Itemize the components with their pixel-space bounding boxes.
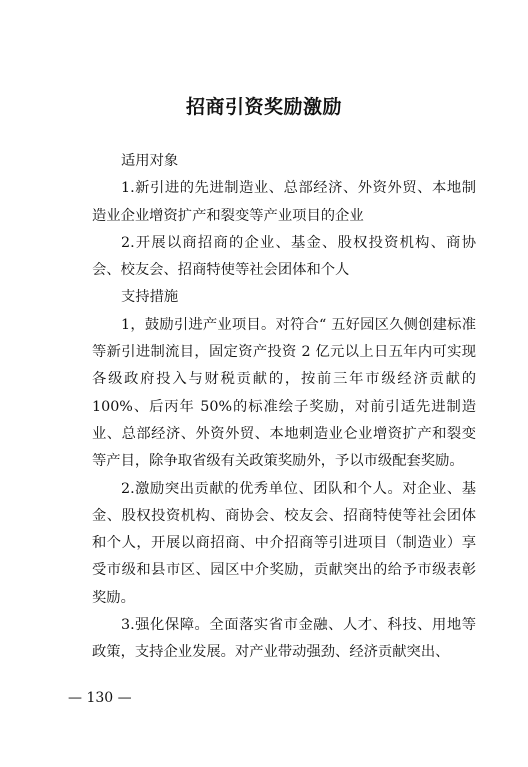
page-title: 招商引资奖励激励 [185, 96, 342, 118]
paragraph: 2.激励突出贡献的优秀单位、团队和个人。对企业、基金、股权投资机构、商协会、校友会、招商特使等社会团体和个人，开展以商招商、中介招商等引进项目（制造业）享受市级和县市区、园区中介奖励，贡献突出的给予市级表彰奖励。 [92, 480, 476, 606]
page-number: — 130 — [68, 690, 132, 706]
paragraph: 1，鼓励引进产业项目。对符合“ 五好园区久侧创建标准等新引进制流目，固定资产投资 2 亿元以上日五年内可实现各级政府投入与财税贡献的，按前三年市级经济贡献的 100%、后丙年 50%的标准绘子奖励，对前引适先进制造业、总部经济、外资外贸、本地刺造业仑业增资扩产和裂变等产目，除争取省级有关政策奖励外，予以市级配套奖励。 [92, 316, 476, 470]
section-heading-applicable: 适用对象 [121, 153, 179, 169]
section-heading-measures: 支持措施 [121, 289, 179, 306]
paragraph: 1.新引进的先进制造业、总部经济、外资外贸、本地制造业企业增资扩产和裂变等产业项目的企业 [92, 180, 476, 224]
paragraph: 3.强化保障。全面落实省市金融、人才、科技、用地等政策，支持企业发展。对产业带动强劲、经济贡献突出、 [92, 617, 476, 661]
document-body [92, 148, 476, 667]
paragraph: 2.开展以商招商的企业、基金、股权投资机构、商协会、校友会、招商特使等社会团体和个人 [92, 234, 476, 279]
